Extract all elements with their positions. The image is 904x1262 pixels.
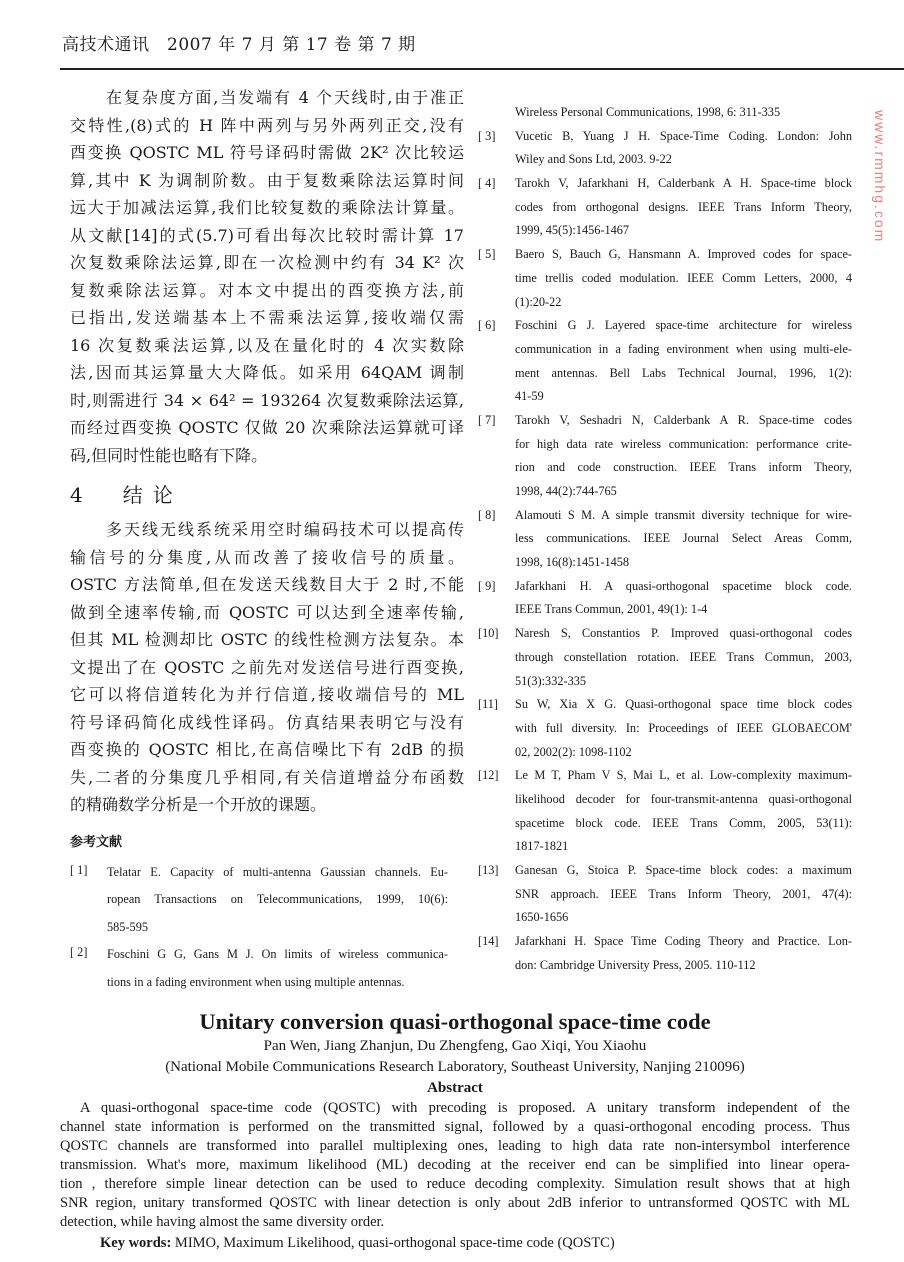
abstract-line: QOSTC channels are transformed into parallel multiplexing ones, leading to high data rate non-intersymbol interference [60,1138,850,1154]
text-line: 失,二者的分集度几乎相同,有关信道增益分布函数 [70,767,464,787]
reference-number: [ 4] [478,176,496,191]
reference-line: 1999, 45(5):1456-1467 [515,223,630,238]
english-title: Unitary conversion quasi-orthogonal space-time code [199,1009,711,1034]
abstract-line: transmission. What's more, maximum likelihood (ML) decoding at the receiver end can be simplified into linear opera- [60,1157,850,1173]
paragraph-conclusion [70,516,464,819]
reference-number: [ 8] [478,507,496,522]
section-title-conclusion: 4 结论 [70,483,183,507]
reference-line: 02, 2002(2): 1098-1102 [515,744,632,759]
reference-line: rion and code construction. IEEE Trans inform Theory, [515,460,852,475]
reference-number: [ 2] [70,945,88,959]
journal-header: 高技术通讯 2007 年 7 月 第 17 卷 第 7 期 [62,35,416,55]
abstract-line: SNR region, unitary transformed QOSTC with linear detection is only about 2dB inferior to untransformed QOSTC with ML [60,1195,850,1211]
reference-line: Wiley and Sons Ltd, 2003. 9-22 [515,152,672,167]
reference-line: tions in a fading environment when using multiple antennas. [107,974,405,989]
text-line: 文提出了在 QOSTC 之前先对发送信号进行酉变换, [70,657,464,677]
text-line: OSTC 方法简单,但在发送天线数目大于 2 时,不能 [70,575,464,594]
english-abstract-block [60,1008,850,1254]
abstract-label: Abstract [427,1080,483,1096]
reference-item [478,622,852,693]
watermark: www.rmmhg.com [872,110,888,244]
affiliation: (National Mobile Communications Research Laboratory, Southeast University, Nanjing 210096) [165,1059,745,1075]
reference-line: SNR approach. IEEE Trans Inform Theory, 2001, 47(4): [515,886,852,901]
reference-item [478,172,852,243]
text-line: 而经过酉变换 QOSTC 仅做 20 次乘除法运算就可译 [70,418,464,437]
reference-item [478,930,852,977]
reference-line: Su W, Xia X G. Quasi-orthogonal space time block codes [515,697,852,712]
reference-line: spacetime block code. IEEE Trans Comm, 2005, 53(11): [515,815,852,830]
reference-line: Jafarkhani H. A quasi-orthogonal spacetime block code. [515,578,852,593]
reference-line: Tarokh V, Jafarkhani H, Calderbank A H. Space-time block [515,176,852,191]
reference-item [478,693,852,764]
reference-line: time trellis coded modulation. IEEE Comm Letters, 2000, 4 [515,270,852,285]
text-line: 酉变换 QOSTC ML 符号译码时需做 2K² 次比较运 [70,143,464,162]
reference-line: ropean Transactions on Telecommunications, 1999, 10(6): [107,892,448,906]
text-line: 的精确数学分析是一个开放的课题。 [70,795,327,814]
reference-line: Alamouti S M. A simple transmit diversity technique for wire- [515,507,852,522]
reference-line: 1817-1821 [515,839,569,854]
left-column [70,84,464,996]
text-line: 但其 ML 检测却比 OSTC 的线性检测方法复杂。本 [70,630,464,649]
reference-line: Le M T, Pham V S, Mai L, et al. Low-complexity maximum- [515,768,852,783]
text-line: 从文献[14]的式(5.7)可看出每次比较时需计算 17 [70,225,464,245]
reference-item [478,409,852,504]
text-line: 16 次复数乘法运算,以及在量化时的 4 次实数除 [70,335,464,355]
reference-line: Baero S, Bauch G, Hansmann A. Improved codes for space- [515,247,852,262]
reference-line: for high data rate wireless communication: performance crite- [515,436,852,451]
reference-item [478,101,852,125]
reference-item [70,941,448,996]
reference-number: [ 5] [478,247,496,262]
reference-line: ment antennas. Bell Labs Technical Journal, 1996, 1(2): [515,365,852,380]
text-line: 时,则需进行 34 × 64² = 193264 次复数乘除法运算, [70,390,464,410]
reference-line: Jafarkhani H. Space Time Coding Theory and Practice. Lon- [515,934,852,949]
reference-line: (1):20-22 [515,294,562,309]
reference-line: with full diversity. In: Proceedings of IEEE GLOBAECOM' [515,720,852,735]
text-line: 在复杂度方面,当发端有 4 个天线时,由于准正 [106,88,464,107]
reference-item [478,314,852,409]
text-line: 酉变换的 QOSTC 相比,在高信噪比下有 2dB 的损 [70,740,464,759]
references-title: 参考文献 [70,834,123,850]
text-line: 它可以将信道转化为并行信道,接收端信号的 ML [70,685,464,704]
reference-item [478,764,852,859]
reference-line: Foschini G J. Layered space-time architecture for wireless [515,318,852,333]
reference-line: less communications. IEEE Journal Select Areas Comm, [515,531,852,546]
reference-number: [ 6] [478,318,496,333]
reference-item [478,125,852,172]
reference-line: Ganesan G, Stoica P. Space-time block codes: a maximum [515,863,852,877]
abstract-line: channel state information is performed on the transmitted signal, followed by a quasi-orthogonal encoding process. Thus [60,1119,850,1135]
reference-line: don: Cambridge University Press, 2005. 110-112 [515,957,756,972]
reference-item [478,504,852,575]
reference-list-right [478,101,852,977]
reference-number: [ 1] [70,862,88,877]
paragraph-complexity [70,84,464,469]
reference-line: Tarokh V, Seshadri N, Calderbank A R. Space-time codes [515,412,852,427]
reference-line: 585-595 [107,919,148,934]
text-line: 次复数乘除法运算,即在一次检测中约有 34 K² 次 [70,253,464,272]
reference-line: 1998, 44(2):744-765 [515,484,617,498]
reference-line: Telatar E. Capacity of multi-antenna Gaussian channels. Eu- [107,864,448,879]
reference-line: Vucetic B, Yuang J H. Space-Time Coding. London: John [515,128,852,143]
text-line: 远大于加减法运算,我们比较复数的乘除法计算量。 [70,198,464,217]
reference-item [478,243,852,314]
reference-line: 1998, 16(8):1451-1458 [515,555,630,570]
reference-line: through constellation rotation. IEEE Trans Commun, 2003, [515,649,852,664]
text-line: 符号译码简化成线性译码。仿真结果表明它与没有 [70,712,464,732]
reference-item [478,859,852,930]
reference-list-left [70,859,448,997]
reference-number: [12] [478,768,499,783]
reference-item [478,575,852,622]
abstract-text [60,1099,850,1232]
text-line: 法,因而其运算量大大降低。如采用 64QAM 调制 [70,363,464,382]
text-line: 复数乘除法运算。对本文中提出的酉变换方法,前 [70,280,464,300]
reference-number: [14] [478,934,499,949]
text-line: 做到全速率传输,而 QOSTC 可以达到全速率传输, [70,602,464,622]
reference-line: Naresh S, Constantios P. Improved quasi-orthogonal codes [515,626,852,641]
reference-line: Wireless Personal Communications, 1998, 6: 311-335 [515,105,781,119]
authors: Pan Wen, Jiang Zhanjun, Du Zhengfeng, Gao Xiqi, You Xiaohu [263,1038,647,1054]
reference-number: [ 9] [478,578,496,593]
reference-line: 41-59 [515,389,544,404]
keywords-text: MIMO, Maximum Likelihood, quasi-orthogonal space-time code (QOSTC) [174,1235,615,1251]
reference-line: codes from orthogonal designs. IEEE Trans Inform Theory, [515,199,852,214]
reference-line: Foschini G G, Gans M J. On limits of wireless communica- [107,947,448,961]
reference-number: [11] [478,697,499,712]
text-line: 算,其中 K 为调制阶数。由于复数乘除法运算时间 [70,170,464,190]
reference-item [70,859,448,942]
abstract-line: A quasi-orthogonal space-time code (QOSTC) with precoding is proposed. A unitary transform independent of the [80,1100,850,1116]
reference-number: [ 3] [478,128,496,143]
abstract-line: tion , therefore simple linear detection can be used to reduce decoding complexity. Simulation result shows that at high [60,1176,850,1192]
reference-line: 51(3):332-335 [515,673,587,688]
text-line: 多天线无线系统采用空时编码技术可以提高传 [106,520,464,539]
reference-line: IEEE Trans Commun, 2001, 49(1): 1-4 [515,602,708,617]
text-line: 输信号的分集度,从而改善了接收信号的质量。 [70,547,464,567]
reference-line: communication in a fading environment when using multi-ele- [515,341,852,356]
abstract-line: detection, while having almost the same diversity order. [60,1214,385,1230]
reference-number: [ 7] [478,412,496,427]
reference-number: [13] [478,863,499,877]
text-line: 已指出,发送端基本上不需乘法运算,接收端仅需 [70,308,464,327]
header-rule [60,68,904,70]
keywords-label: Key words: [100,1235,172,1251]
reference-line: 1650-1656 [515,910,569,925]
text-line: 交特性,(8)式的 H 阵中两列与另外两列正交,没有 [70,115,464,135]
text-line: 码,但同时性能也略有下降。 [70,445,268,465]
reference-line: likelihood decoder for four-transmit-antenna quasi-orthogonal [515,791,852,806]
reference-number: [10] [478,626,499,641]
keywords [60,1233,850,1254]
